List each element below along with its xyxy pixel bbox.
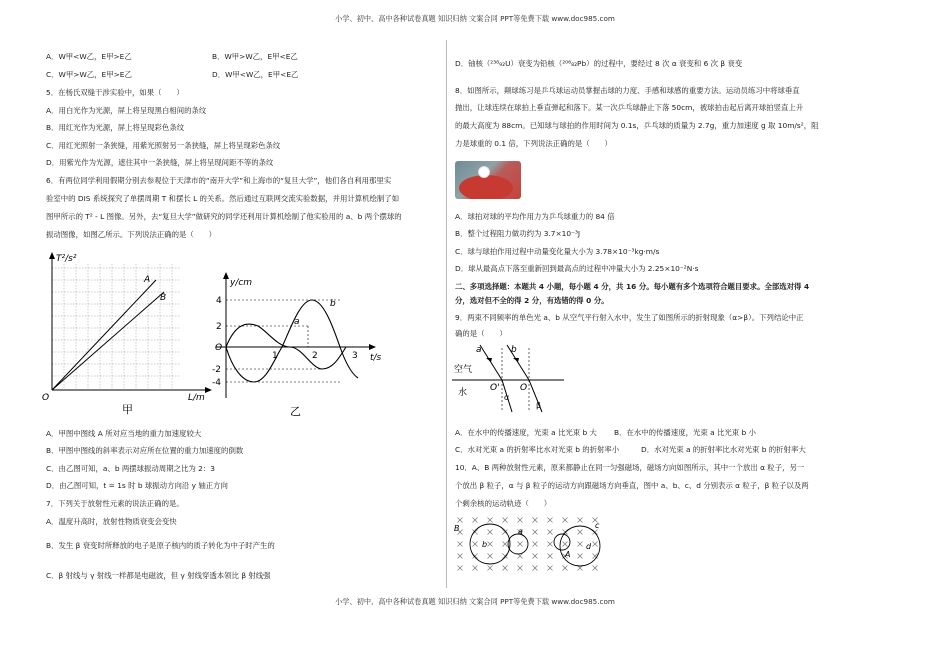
field-crosses (458, 518, 598, 571)
refraction-diagram (452, 340, 567, 420)
q6-line4: 振动图像，如图乙所示。下列说法正确的是（ ） (46, 230, 216, 239)
paddle-shape (459, 175, 513, 199)
curve-a-label: a (294, 317, 300, 327)
label-c: c (595, 521, 600, 530)
q8-line1: 8．如图所示，颠球练习是乒乓球运动员掌握击球的力度、手感和球感的重要方法。运动员练习中将球垂直 (455, 86, 800, 95)
q5-option-d: D．用紫光作为光源，遮住其中一条狭缝，屏上将呈现间距不等的条纹 (46, 158, 274, 167)
o-label: O (520, 383, 528, 393)
table-tennis-photo (455, 161, 521, 199)
q6-line1: 6．有两位同学利用假期分别去参观位于天津市的“南开大学”和上海市的“复旦大学”，他们各自利用那里实 (46, 176, 392, 185)
q8-line2: 抛出，让球连续在球拍上垂直弹起和落下。某一次乒乓球静止下落 50cm，被球拍击起后离开球拍竖直上升 (455, 103, 804, 112)
q6-line3: 图甲所示的 T² - L 图像。另外，去“复旦大学”做研究的同学还利用计算机绘制了他实验用的 a、b 两个摆球的 (46, 212, 402, 221)
ray-a-incident (480, 345, 502, 380)
x-axis-arrow (369, 344, 376, 350)
magnetic-field-diagram (452, 514, 612, 578)
section2-line1: 二、多项选择题：本题共 4 小题，每小题 4 分，共 16 分。每小题有多个选项符合题目要求。全部选对得 4 (455, 282, 810, 291)
q5-option-b: B．用红光作为光源，屏上将呈现彩色条纹 (46, 123, 185, 132)
q5-option-a: A．用白光作为光源，屏上将呈现黑白相间的条纹 (46, 106, 207, 115)
q9-line2: 确的是（ ） (455, 329, 507, 338)
y-label: T²/s² (56, 254, 77, 264)
ray-b-label: b (511, 345, 517, 355)
q6-option-a: A．甲图中图线 A 所对应当地的重力加速度较大 (46, 429, 202, 438)
air-label: 空气 (454, 365, 473, 375)
q10-line1: 10．A、B 两种放射性元素，原来都静止在同一匀强磁场，磁场方向如图所示，其中一个放出 α 粒子，另一 (455, 463, 805, 472)
label-b: b (482, 540, 488, 549)
line-a-label: A (144, 275, 151, 285)
x-tick-1: 1 (272, 351, 278, 361)
line-b-label: B (160, 293, 167, 303)
q9-option-c: C．水对光束 a 的折射率比水对光束 b 的折射率小 (455, 445, 620, 454)
q8-line4: 力是球重的 0.1 倍，下列说法正确的是（ ） (455, 139, 612, 148)
q7-option-d: D．铀核（²³⁸₉₂U）衰变为铅核（²⁰⁶₈₂Pb）的过程中，要经过 8 次 α 衰变和 6 次 β 衰变 (455, 59, 743, 68)
x-axis-arrow (205, 387, 212, 393)
prev-option-a: A．W甲<W乙，E甲>E乙 (46, 52, 132, 61)
label-a: a (518, 527, 523, 536)
q5-option-c: C．用红光照射一条狭缝，用紫光照射另一条狭缝，屏上将呈现彩色条纹 (46, 141, 281, 150)
q10-line3: 个剩余核的运动轨迹（ ） (455, 499, 552, 508)
q9-line1: 9．两束不同频率的单色光 a、b 从空气平行射入水中，发生了如图所示的折射现象（α>β）。下列结论中正 (455, 313, 804, 322)
origin-label: O (42, 393, 50, 403)
o-prime-label: O' (490, 383, 500, 393)
prev-option-c: C．W甲>W乙，E甲>E乙 (46, 70, 132, 79)
prev-option-d: D．W甲<W乙，E甲<E乙 (212, 70, 299, 79)
section2-line2: 分，选对但不全的得 2 分，有选错的得 0 分。 (455, 296, 609, 305)
y-tick-minus2: -2 (212, 365, 221, 375)
label-B: B (454, 524, 460, 533)
page-footer: 小学、初中、高中各种试卷真题 知识归纳 文案合同 PPT等免费下载 www.doc985.com (335, 597, 615, 606)
figure-jia-graph (38, 250, 218, 420)
label-d: d (586, 542, 592, 551)
q7-option-a: A．温度升高时，放射性物质衰变会变快 (46, 517, 177, 526)
q8-option-a: A．球拍对球的平均作用力为乒乓球重力的 84 倍 (455, 212, 615, 221)
x-tick-2: 2 (312, 351, 318, 361)
y-axis-arrow (223, 272, 229, 279)
prev-option-b: B．W甲>W乙，E甲<E乙 (212, 52, 298, 61)
x-label: t/s (370, 353, 382, 363)
line-b (52, 292, 167, 390)
q5-stem: 5．在杨氏双缝干涉实验中，如果（ ） (46, 88, 184, 97)
column-divider (446, 40, 447, 588)
alpha-label: α (504, 393, 510, 402)
ball-shape (478, 166, 490, 178)
q7-option-c: C．β 射线与 γ 射线一样都是电磁波，但 γ 射线穿透本领比 β 射线强 (46, 571, 271, 580)
ray-a-label: a (476, 345, 482, 355)
dashed-level-lines (226, 300, 340, 382)
q6-option-b: B．甲图中图线的斜率表示对应所在位置的重力加速度的倒数 (46, 446, 244, 455)
y-tick-minus4: -4 (212, 378, 221, 388)
q7-stem: 7．下列关于放射性元素的说法正确的是。 (46, 499, 184, 508)
y-label: y/cm (230, 278, 253, 288)
figure-yi-graph (212, 270, 397, 420)
q10-line2: 个放出 β 粒子，α 与 β 粒子的运动方向跟磁场方向垂直，图中 a、b、c、d 分别表示 α 粒子，β 粒子以及两 (455, 481, 809, 490)
q6-option-c: C．由乙图可知，a、b 两摆球振动周期之比为 2：3 (46, 464, 215, 473)
q7-option-b: B．发生 β 衰变时所释放的电子是原子核内的质子转化为中子时产生的 (46, 541, 275, 550)
q8-option-d: D．球从最高点下落至重新回到最高点的过程中冲量大小为 2.25×10⁻²N·s (455, 264, 699, 273)
curve-b-label: b (330, 299, 336, 309)
water-label: 水 (458, 388, 468, 398)
beta-label: β (536, 401, 542, 410)
curve-b (226, 300, 358, 382)
line-a (52, 280, 156, 390)
page-header: 小学、初中、高中各种试卷真题 知识归纳 文案合同 PPT等免费下载 www.doc985.com (335, 14, 615, 23)
q8-option-b: B．整个过程阻力做功约为 3.7×10⁻³J (455, 229, 581, 238)
origin-label: O (215, 343, 223, 353)
q9-option-a: A．在水中的传播速度，光束 a 比光束 b 大 (455, 428, 597, 437)
y-axis-arrow (49, 252, 55, 259)
x-label: L/m (188, 393, 205, 403)
caption: 乙 (290, 405, 301, 418)
q6-line2: 验室中的 DIS 系统探究了单摆周期 T 和摆长 L 的关系。然后通过互联网交流实验数据，并用计算机绘制了如 (46, 194, 400, 203)
q8-line3: 的最大高度为 88cm。已知球与球拍的作用时间为 0.1s，乒乓球的质量为 2.7g，重力加速度 g 取 10m/s²，阻 (455, 121, 819, 130)
y-tick-4: 4 (216, 296, 222, 306)
y-tick-2: 2 (216, 322, 222, 332)
q8-option-c: C．球与球拍作用过程中动量变化量大小为 3.78×10⁻³kg·m/s (455, 247, 660, 256)
label-A: A (565, 550, 571, 559)
q9-option-d: D．水对光束 a 的折射率比水对光束 b 的折射率大 (641, 445, 806, 454)
q6-option-d: D．由乙图可知，t = 1s 时 b 球振动方向沿 y 轴正方向 (46, 481, 228, 490)
x-tick-3: 3 (352, 351, 358, 361)
q9-option-b: B．在水中的传播速度，光束 a 比光束 b 小 (614, 428, 756, 437)
track-b (508, 534, 528, 554)
caption: 甲 (122, 403, 133, 416)
